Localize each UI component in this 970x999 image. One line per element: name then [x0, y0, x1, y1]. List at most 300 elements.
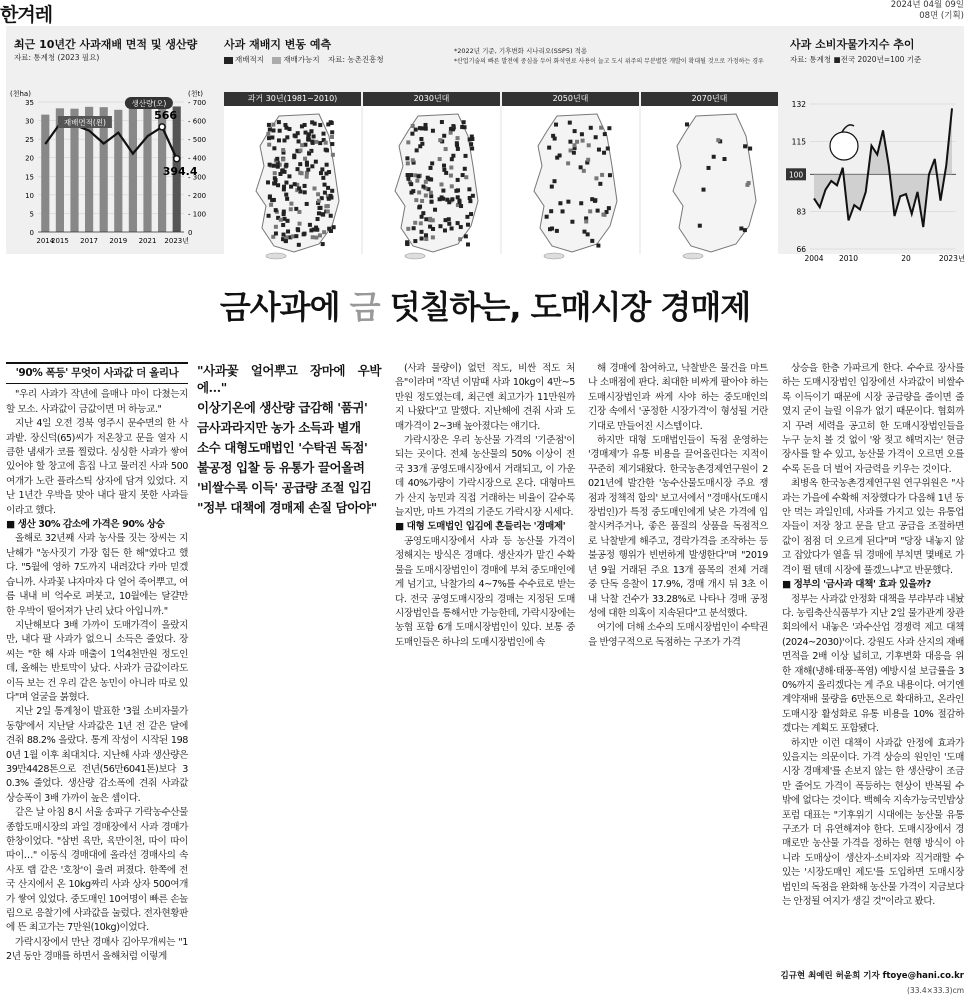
cultivation-cell — [303, 232, 307, 236]
headline-gold: 금 — [349, 288, 380, 326]
legend-swatch-suitable — [224, 57, 233, 64]
cultivation-cell — [589, 126, 593, 130]
cultivation-cell — [286, 219, 290, 223]
cultivation-cell — [409, 182, 413, 186]
area-bar — [114, 110, 122, 232]
cultivation-cell — [603, 132, 607, 136]
cultivation-cell — [449, 166, 453, 170]
cultivation-cell — [309, 129, 313, 133]
cultivation-cell — [458, 200, 462, 204]
cultivation-cell — [431, 129, 435, 133]
cultivation-cell — [289, 207, 293, 211]
cultivation-cell — [707, 166, 711, 170]
cultivation-cell — [586, 232, 590, 236]
cultivation-cell — [321, 242, 325, 246]
map-label: 2030년대 — [363, 92, 500, 106]
korea-map — [502, 106, 639, 262]
byline: 김규현 최예린 허윤희 기자 ftoye@hani.co.kr — [780, 971, 964, 981]
cultivation-cell — [296, 227, 300, 231]
cultivation-cell — [294, 234, 298, 238]
cultivation-cell — [464, 234, 468, 238]
cultivation-cell — [555, 229, 559, 233]
y-right-tick: - 200 — [188, 191, 207, 200]
y-right-tick: - 700 — [188, 99, 207, 107]
cultivation-cell — [449, 174, 453, 178]
cultivation-cell — [310, 120, 314, 124]
cultivation-cell — [311, 141, 315, 145]
cultivation-cell — [607, 126, 611, 130]
cultivation-cell — [266, 132, 270, 136]
cultivation-cell — [716, 138, 720, 142]
y-right-tick: - 400 — [188, 154, 207, 163]
cultivation-cell — [429, 191, 433, 195]
cultivation-cell — [268, 163, 272, 167]
cultivation-cell — [330, 189, 334, 193]
cultivation-cell — [405, 240, 409, 244]
column-4 — [588, 362, 768, 964]
cultivation-cell — [420, 230, 424, 234]
cultivation-cell — [417, 174, 421, 178]
cultivation-cell — [324, 204, 328, 208]
cultivation-cell — [588, 209, 592, 213]
chart2-note1: *2022년 기준, 기후변화 시나리오(SSP5) 적용 — [454, 47, 588, 55]
cultivation-cell — [608, 173, 612, 177]
cultivation-cell — [602, 151, 606, 155]
cultivation-cell — [411, 158, 415, 162]
chart3-svg — [784, 62, 966, 263]
cultivation-cell — [297, 210, 301, 214]
cultivation-cell — [330, 142, 334, 146]
paragraph: 공영도매시장에서 사과 등 농산물 가격이 정해지는 방식은 경매다. 생산자가 맡긴 수확물을 도매시장법인이 경매에 부쳐 중도매인에게 넘기고, 낙찰가의 4~7%를 수수료로 받는다. 전국 공영도매시장의 경매는 지정된 도매시장법인을 통해서만 가능한데, 가락시장에는 농협 포함 6개 도매시장법인이 있다. 보통 중도매인들은 하나의 도매시장법인에 속 — [395, 535, 575, 648]
cultivation-cell — [470, 147, 474, 151]
paragraph: 해 경매에 참여하고, 낙찰받은 물건을 마트나 소매점에 판다. 최대한 비싸게 팔아야 하는 도매시장법인과 싸게 사야 하는 중도매인의 긴장 속에서 '공정한 시장가격'이 형성될 거란 기대로 만들어진 시스템이다. — [588, 363, 768, 432]
cultivation-cell — [424, 217, 428, 221]
chart2-note2: *산업기술의 빠른 발전에 중심을 두어 화석연료 사용이 늘고 도시 위주의 무분별한 개발이 확대될 것으로 가정하는 경우 — [454, 58, 764, 65]
cultivation-cell — [296, 167, 300, 171]
cultivation-cell — [324, 148, 328, 152]
cultivation-cell — [606, 146, 610, 150]
y-left-tick: 15 — [25, 173, 34, 182]
korea-outline — [395, 114, 478, 252]
section-subhead: ■ 생산 30% 감소에 가격은 90% 상승 — [6, 519, 165, 531]
cultivation-cell — [438, 197, 442, 201]
map-label: 과거 30년(1981~2010) — [224, 92, 361, 106]
cultivation-cell — [596, 244, 600, 248]
y-left-unit: (천ha) — [10, 90, 31, 98]
chart2-source: 자료: 농촌진흥청 — [328, 55, 384, 64]
cultivation-cell — [275, 157, 279, 161]
cultivation-cell — [274, 178, 278, 182]
paragraph: 최병옥 한국농촌경제연구원 연구위원은 "사과는 가을에 수확해 저장했다가 다음해 1년 동안 먹는 과일인데, 사과를 가지고 있는 유통업자들이 저장 창고 문을 닫고 공급을 조절하면 값이 점점 더 오르게 된다"며 "당장 내놓지 않고 잡았다가 열흘 뒤 경매에 부치면 몇배로 가격이 뛸 텐데 시장에 풀겠느냐"고 반문했다. — [782, 478, 964, 576]
y-right-tick: 0 — [188, 229, 193, 237]
cultivation-cell — [314, 140, 318, 144]
deck-line: 소수 대형도매법인 '수탁권 독점' — [197, 440, 368, 455]
cultivation-cell — [284, 126, 288, 130]
cultivation-cell — [409, 173, 413, 177]
y-right-tick: - 500 — [188, 136, 207, 145]
area-bar — [143, 106, 151, 232]
cultivation-cell — [267, 136, 271, 140]
cultivation-cell — [318, 123, 322, 127]
cultivation-cell — [319, 171, 323, 175]
cultivation-cell — [284, 193, 288, 197]
cultivation-cell — [438, 138, 442, 142]
cultivation-cell — [424, 127, 428, 131]
cultivation-cell — [268, 196, 272, 200]
cultivation-cell — [270, 135, 274, 139]
map-1981-2010 — [224, 92, 361, 262]
x-tick: 2004 — [804, 254, 824, 263]
cultivation-cell — [305, 202, 309, 206]
cultivation-cell — [281, 223, 285, 227]
cultivation-cell — [444, 147, 448, 151]
cultivation-cell — [267, 214, 271, 218]
cultivation-cell — [306, 168, 310, 172]
y-right-tick: - 600 — [188, 117, 207, 126]
cultivation-cell — [287, 174, 291, 178]
cultivation-cell — [310, 164, 314, 168]
cultivation-cell — [405, 156, 409, 160]
cultivation-cell — [566, 161, 570, 165]
map-2030s — [363, 92, 500, 262]
cultivation-cell — [582, 169, 586, 173]
cultivation-cell — [314, 160, 318, 164]
cultivation-cell — [712, 155, 716, 159]
cultivation-cell — [456, 136, 460, 140]
cultivation-cell — [466, 223, 470, 227]
cultivation-cell — [331, 153, 335, 157]
infographic-panel — [6, 26, 966, 263]
map-2050s — [502, 92, 639, 262]
cultivation-cell — [306, 137, 310, 141]
cultivation-cell — [594, 176, 598, 180]
cultivation-cell — [465, 215, 469, 219]
cultivation-cell — [466, 242, 470, 246]
area-label: 재배면적(왼) — [63, 118, 106, 127]
cultivation-cell — [406, 227, 410, 231]
y-tick: 115 — [791, 137, 806, 147]
cultivation-cell — [685, 122, 689, 126]
cultivation-cell — [451, 154, 455, 158]
cultivation-cell — [285, 197, 289, 201]
y-left-tick: 10 — [25, 191, 34, 200]
cultivation-cell — [547, 146, 551, 150]
column-2 — [197, 362, 381, 964]
cultivation-cell — [581, 139, 585, 143]
jeju-island — [683, 253, 703, 259]
cultivation-cell — [421, 211, 425, 215]
cultivation-cell — [463, 167, 467, 171]
cultivation-cell — [587, 143, 591, 147]
cultivation-cell — [329, 229, 333, 233]
cultivation-cell — [327, 170, 331, 174]
cultivation-cell — [599, 126, 603, 130]
cultivation-cell — [329, 194, 333, 198]
cultivation-cell — [291, 234, 295, 238]
x-tick: 2010 — [838, 254, 859, 263]
y-right-unit: (천t) — [188, 90, 203, 98]
cultivation-cell — [545, 215, 549, 219]
cultivation-cell — [303, 184, 307, 188]
cultivation-cell — [420, 126, 424, 130]
cultivation-cell — [607, 206, 611, 210]
cultivation-cell — [433, 208, 437, 212]
cultivation-cell — [424, 237, 428, 241]
cultivation-cell — [274, 208, 278, 212]
cultivation-cell — [269, 203, 273, 207]
paragraph: 상승을 한층 가파르게 한다. 수수료 장사를 하는 도매시장법인 입장에선 사과값이 비쌀수록 이득이기 때문에 시장 공급량을 줄이면 줄였지 굳이 늘릴 이유가 없기 때문이다. 협회까지 꾸려 세력을 공고히 한 도매시장법인들을 누구 눈치 볼 것 없이 '왕 젖고 해먹지는' 현금 장사를 할 수 있고, 농산물 가격이 오르면 오를수록 돈을 더 벌어 자금력을 키우는 것이다. — [782, 363, 964, 475]
cultivation-cell — [282, 187, 286, 191]
paragraph: 가락시장에서 만난 경매사 김아무개씨는 "12년 동안 경매를 하면서 올해처럼 이렇게 — [6, 936, 188, 963]
cultivation-cell — [450, 226, 454, 230]
cultivation-cell — [267, 123, 271, 127]
area-bar — [41, 115, 49, 232]
cultivation-cell — [429, 166, 433, 170]
cultivation-cell — [573, 129, 577, 133]
cultivation-cell — [330, 135, 334, 139]
cultivation-cell — [323, 191, 327, 195]
cultivation-cell — [590, 197, 594, 201]
production-line — [45, 124, 176, 159]
cultivation-cell — [317, 199, 321, 203]
cultivation-cell — [420, 237, 424, 241]
cultivation-cell — [413, 239, 417, 243]
cultivation-cell — [315, 228, 319, 232]
cultivation-cell — [428, 217, 432, 221]
cultivation-cell — [282, 138, 286, 142]
column-5 — [782, 362, 964, 964]
headline — [0, 282, 970, 328]
label-394: 394.4 — [162, 164, 198, 178]
cultivation-cell — [561, 209, 565, 213]
cultivation-cell — [406, 173, 410, 177]
cultivation-cell — [424, 180, 428, 184]
cultivation-cell — [415, 148, 419, 152]
cultivation-cell — [458, 237, 462, 241]
cultivation-cell — [420, 215, 424, 219]
cultivation-cell — [600, 173, 604, 177]
page-section: 08면 (기획) — [919, 11, 964, 21]
cultivation-cell — [419, 137, 423, 141]
map-label: 2070년대 — [641, 92, 778, 106]
cultivation-cell — [586, 158, 590, 162]
chart1-title: 최근 10년간 사과재배 면적 및 생산량 — [14, 38, 198, 51]
paragraph: 하지만 대형 도매법인들이 독점 운영하는 '경매제'가 유통 비용을 끌어올린다는 지적이 꾸준히 제기돼왔다. 한국농촌경제연구원이 2021년에 발간한 '농수산물도매시장 주요 쟁점과 정책적 함의' 보고서에서 "경매사(도매시장법인)가 특정 중도매인에게 낮은 가격에 입찰시켜주거나, 좋은 품질의 상품을 독점적으로 낙찰받게 해주고, 경락가격을 조작하는 등 불공정 행위가 빈번하게 발생한다"며 "2019년 9월 거래된 주요 13개 품목의 전체 거래 중 단독 응찰이 17.9%, 경매 개시 뒤 3초 이내 낙찰 건수가 33.28%로 나타나 경매 공정성에 대한 의혹이 지속된다"고 분석했다. — [588, 435, 768, 619]
cultivation-cell — [329, 214, 333, 218]
cultivation-cell — [293, 182, 297, 186]
cultivation-cell — [415, 179, 419, 183]
cultivation-cell — [413, 221, 417, 225]
cultivation-cell — [300, 143, 304, 147]
cultivation-cell — [272, 198, 276, 202]
korea-map — [363, 106, 500, 262]
cultivation-cell — [459, 225, 463, 229]
cultivation-cell — [568, 121, 572, 125]
paragraph: (사과 물량이) 없던 적도, 비싼 적도 처음"이라며 "작년 이맘때 사과 10kg이 4만~5만원 정도였는데, 최근엔 최고가가 11만원까지 나왔다"고 말했다. 지난해에 견줘 사과 도매가격이 2~3배 높아졌다는 얘기다. — [395, 363, 575, 432]
cultivation-cell — [319, 206, 323, 210]
chart2-title: 사과 재배지 변동 예측 — [224, 38, 332, 51]
paragraph: "우리 사과가 작년에 을매나 마이 다쳤는지 할 모소. 사과값이 금값이면 머 하능교." — [6, 389, 188, 415]
cultivation-cell — [278, 129, 282, 133]
label-566: 566 — [154, 108, 178, 122]
cultivation-cell — [281, 168, 285, 172]
cultivation-cell — [424, 193, 428, 197]
cultivation-cell — [748, 147, 752, 151]
cultivation-cell — [459, 204, 463, 208]
cultivation-cell — [579, 165, 583, 169]
jeju-island — [544, 253, 564, 259]
column-3 — [395, 362, 575, 964]
cultivation-cell — [447, 222, 451, 226]
y-left-tick: 35 — [25, 99, 34, 107]
cultivation-cell — [281, 157, 285, 161]
size-footnote: (33.4×33.3)cm — [907, 986, 964, 995]
x-tick: 2023년 — [938, 254, 966, 263]
cultivation-cell — [558, 201, 562, 205]
cultivation-cell — [442, 164, 446, 168]
y-tick: 100 — [788, 170, 804, 180]
x-tick: 2017 — [80, 237, 99, 245]
deck-line: '비쌀수록 이득' 공급량 조절 입김 — [197, 480, 372, 495]
cultivation-cell — [430, 200, 434, 204]
korea-map — [224, 106, 361, 262]
deck-line: 이상기온에 생산량 급감해 '품귀' — [197, 400, 368, 415]
cultivation-cell — [702, 188, 706, 192]
cultivation-cell — [440, 182, 444, 186]
cultivation-cell — [428, 225, 432, 229]
chart1-source: 자료: 통계청 (2023 필요) — [14, 53, 100, 62]
cultivation-cell — [322, 230, 326, 234]
area-bar — [129, 108, 137, 232]
cultivation-cell — [284, 164, 288, 168]
paragraph: 하지만 이런 대책이 사과값 안정에 효과가 있을지는 의문이다. 가격 상승의 원인인 '도매시장 경매제'를 손보지 않는 한 생산량이 조금만 줄어도 가격이 폭등하는 현상이 반복될 수밖에 없다는 것이다. 백혜숙 지속가능국민밥상포럼 대표는 "기후위기 시대에는 농산물 유통 구조가 더 유연해져야 한다. 도매시장에서 경매로만 농산물 가격을 정하는 현행 방식이 아니라 도매상이 생산자·소비자와 직거래할 수 있는 '시장도매인 제도'를 도입하면 도매시장법인의 독점을 완화해 농산물 가격이 지금보다는 안정될 여지가 생길 것"이라고 봤다. — [782, 737, 964, 908]
cultivation-cell — [553, 179, 557, 183]
cultivation-cell — [440, 120, 444, 124]
section-subhead: ■ 정부의 '금사과 대책' 효과 있을까? — [782, 579, 931, 591]
cultivation-cell — [549, 209, 553, 213]
cultivation-cell — [314, 236, 318, 240]
cultivation-cell — [298, 162, 302, 166]
cultivation-cell — [297, 186, 301, 190]
date: 2024년 04월 09일 — [890, 0, 964, 10]
y-left-tick: 0 — [29, 229, 34, 237]
cultivation-cell — [572, 151, 576, 155]
cultivation-cell — [590, 239, 594, 243]
x-tick: 2014 — [36, 237, 55, 245]
cultivation-cell — [451, 127, 455, 131]
cultivation-cell — [330, 130, 334, 134]
cultivation-cell — [464, 154, 468, 158]
y-tick: 66 — [796, 245, 806, 254]
cultivation-cell — [456, 147, 460, 151]
map-legend — [224, 54, 384, 65]
map-2070s — [641, 92, 778, 262]
cultivation-cell — [322, 132, 326, 136]
cultivation-cell — [570, 220, 574, 224]
cultivation-cell — [443, 228, 447, 232]
cultivation-cell — [300, 124, 304, 128]
cultivation-cell — [406, 161, 410, 165]
y-left-tick: 20 — [25, 154, 34, 163]
cultivation-cell — [469, 142, 473, 146]
cultivation-cell — [324, 141, 328, 145]
deck — [197, 362, 381, 562]
prod-label: 생산량(오) — [131, 99, 167, 108]
cultivation-cell — [320, 167, 324, 171]
cultivation-cell — [312, 134, 316, 138]
cultivation-cell — [594, 135, 598, 139]
newspaper-masthead: 한겨레 — [0, 4, 53, 26]
cultivation-cell — [421, 185, 425, 189]
legend-swatch-possible — [272, 57, 281, 64]
cultivation-cell — [470, 137, 474, 141]
x-tick: 2021 — [138, 237, 157, 245]
jeju-island — [266, 253, 286, 259]
cultivation-cell — [450, 157, 454, 161]
cultivation-cell — [276, 165, 280, 169]
cultivation-cell — [308, 223, 312, 227]
cultivation-cell — [412, 226, 416, 230]
subhead-box: '90% 폭등' 무엇이 사과값 더 올리나 — [6, 362, 188, 384]
cultivation-cell — [305, 161, 309, 165]
cultivation-cell — [548, 227, 552, 231]
cultivation-cell — [464, 175, 468, 179]
cultivation-cell — [419, 221, 423, 225]
cultivation-cell — [318, 233, 322, 237]
cultivation-cell — [303, 157, 307, 161]
cultivation-cell — [282, 210, 286, 214]
cultivation-cell — [572, 143, 576, 147]
apple-stem-icon — [842, 125, 854, 132]
cultivation-cell — [553, 137, 557, 141]
jeju-island — [405, 253, 425, 259]
cultivation-cell — [276, 183, 280, 187]
cultivation-cell — [273, 171, 277, 175]
chart3-source: 자료: 통계청 — [790, 55, 832, 64]
deck-line: 불공정 입찰 등 유통가 끌어올려 — [197, 460, 365, 475]
map-label: 2050년대 — [502, 92, 639, 106]
deck-line: "정부 대책에 경매제 손질 담아야" — [197, 500, 377, 515]
section-subhead: ■ 대형 도매법인 입김에 흔들리는 '경매제' — [395, 521, 566, 533]
x-tick: 2015 — [50, 237, 69, 245]
cultivation-cell — [292, 154, 296, 158]
cultivation-cell — [575, 140, 579, 144]
cultivation-cell — [286, 229, 290, 233]
paragraph: 같은 날 아침 8시 서울 송파구 가락농수산물종합도매시장의 과일 경매장에서 사과 경매가 한창이었다. "삼번 육만, 육만이천, 따이 따이따이…" 이동식 경매대에 올라선 경매사의 속사포 랩 같은 '호창'이 울려 퍼졌다. 한쪽에 전국 산지에서 온 10kg짜리 사과 상자 500여개가 쌓여 있었다. 중도매인 10여명이 빠른 손놀림으로 응찰기에 사과값을 눌렀다. 전자현황판에 뜬 최고가는 7만원(10kg)이었다. — [6, 807, 188, 934]
cultivation-cell — [294, 134, 298, 138]
paragraph: 정부는 사과값 안정화 대책을 부랴부랴 내놨다. 농림축산식품부가 지난 2일 물가관계 장관회의에서 내놓은 '과수산업 경쟁력 제고 대책(2024~2030)'이다. 강원도 사과 산지의 재배 면적을 2배 이상 넓히고, 기후변화 대응을 위한 재해(냉해·태풍·폭염) 예방시설 보급률을 30%까지 올리겠다는 게 주요 내용이다. 여기엔 계약재배 물량을 6만톤으로 확대하고, 온라인 도매시장 활성화로 유통 비용을 10% 절감하겠다는 계획도 포함됐다. — [782, 593, 964, 735]
cultivation-cell — [277, 120, 281, 124]
x-tick: 20 — [901, 254, 911, 263]
cultivation-cell — [303, 190, 307, 194]
cultivation-cell — [317, 211, 321, 215]
y-left-tick: 25 — [25, 136, 34, 145]
x-tick: 2019 — [109, 237, 128, 245]
cultivation-cell — [424, 233, 428, 237]
cultivation-cell — [330, 121, 334, 125]
cultivation-cell — [442, 134, 446, 138]
column-1 — [6, 362, 188, 964]
paragraph: 가락시장은 우리 농산물 가격의 '기준점'이 되는 곳이다. 전체 농산물의 50% 이상이 전국 33개 공영도매시장에서 거래되고, 이 가운데 40%가량이 가락시장으로 온다. 대형마트가 산지 농민과 직접 거래하는 비율이 갈수록 늘지만, 마트 가격의 기준도 가락시장 시세다. — [395, 435, 575, 519]
y-tick: 132 — [791, 100, 806, 109]
cultivation-cell — [284, 239, 288, 243]
cultivation-cell — [456, 178, 460, 182]
cultivation-cell — [447, 217, 451, 221]
cultivation-cell — [555, 156, 559, 160]
cultivation-cell — [321, 176, 325, 180]
cultivation-cell — [456, 221, 460, 225]
cultivation-cell — [289, 202, 293, 206]
